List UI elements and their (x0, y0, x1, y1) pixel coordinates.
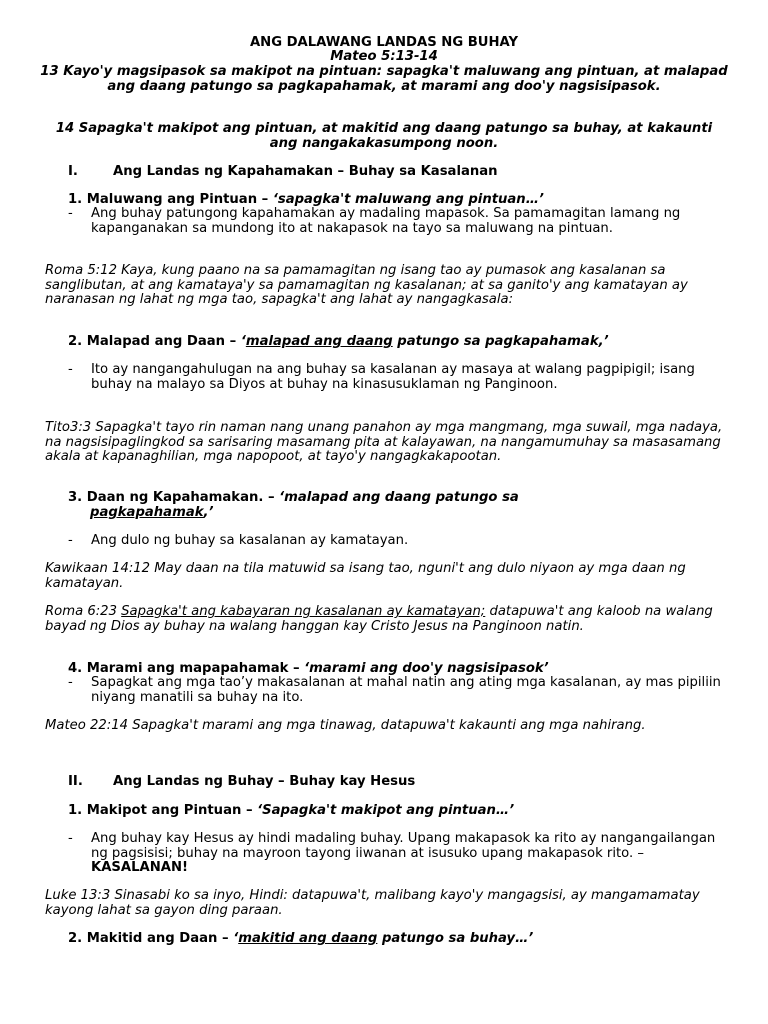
bullet-dash: - (68, 362, 73, 377)
bullet-text: Ito ay nangangahulugan na ang buhay sa kasalanan ay masaya at walang pagpipigil; isang buhay na malayo sa Diyos at buhay na kinasusuklaman ng Panginoon. (91, 362, 695, 392)
item-lead: 1. Makipot ang Pintuan – (68, 803, 258, 818)
item-quote: ‘sapagka't maluwang ang pintuan…’ (272, 192, 544, 207)
item-quote-underlined: makitid ang daang (238, 931, 378, 946)
bullet-text: Ang buhay patungong kapahamakan ay madaling mapasok. Sa pamamagitan lamang ng kapanganakan sa mundong ito at nakapasok na tayo sa maluwang na pintuan. (91, 206, 681, 236)
verse-underlined: Sapagka't ang kabayaran ng kasalanan ay kamatayan; (121, 604, 486, 619)
item-lead: 1. Maluwang ang Pintuan – (68, 192, 273, 207)
section-number: I. (68, 164, 78, 179)
bullet-item (68, 363, 728, 392)
item-quote-end: ,’ (203, 504, 214, 520)
section-title: Ang Landas ng Buhay – Buhay kay Hesus (113, 774, 416, 789)
section-heading-1 (68, 165, 498, 180)
bullet-text: Ang dulo ng buhay sa kasalanan ay kamatayan. (91, 533, 409, 548)
bullet-item (68, 832, 728, 876)
item-heading-6 (68, 932, 728, 947)
bullet-dash: - (68, 675, 73, 690)
bullet-dash: - (68, 533, 73, 548)
verse-luke-13-3: Luke 13:3 Sinasabi ko sa inyo, Hindi: datapuwa't, malibang kayo'y mangagsisi, ay mangamamatay kayong lahat sa gayon ding paraan. (45, 888, 700, 918)
page-title: ANG DALAWANG LANDAS NG BUHAY (249, 35, 519, 50)
verse-tito-3-3: Tito3:3 Sapagka't tayo rin naman nang unang panahon ay mga mangmang, mga suwail, mga nadaya, na nagsisipaglingkod sa sarisaring masamang pita at kalayawan, na nangamumuhay sa masasamang akala at kapanaghilian, mga napopoot, at tayo'y nangagkakapootan. (45, 420, 723, 465)
item-lead: 2. Makitid ang Daan – (68, 931, 234, 946)
verse-roma-6-23 (45, 605, 725, 634)
item-lead: 2. Malapad ang Daan – (68, 334, 241, 349)
verse-kawikaan-14-12: Kawikaan 14:12 May daan na tila matuwid sa isang tao, nguni't ang dulo niyaon ay mga daan ng kamatayan. (45, 561, 686, 591)
item-quote-underlined: malapad ang daang (245, 334, 393, 349)
verse-rest: datapuwa't ang kaloob na walang bayad ng Dios ay buhay na walang hanggan kay Cristo Jesus na Panginoon natin. (45, 604, 713, 634)
item-quote-open: ‘ (240, 334, 246, 349)
item-lead: 3. Daan ng Kapahamakan. – (68, 490, 280, 505)
item-heading-2 (68, 335, 728, 350)
bullet-dash: - (68, 831, 73, 846)
item-quote-rest: patungo sa buhay…’ (377, 931, 534, 946)
bullet-item (68, 534, 728, 549)
bullet-emphasis: KASALANAN! (91, 860, 189, 876)
item-heading-5 (68, 804, 728, 819)
scripture-reference: Mateo 5:13-14 (330, 49, 438, 64)
verse-mateo-22-14: Mateo 22:14 Sapagka't marami ang mga tinawag, datapuwa't kakaunti ang mga nahirang. (45, 718, 646, 733)
section-title: Ang Landas ng Kapahamakan – Buhay sa Kasalanan (113, 164, 498, 179)
item-lead: 4. Marami ang mapapahamak – (68, 661, 305, 676)
verse-14: 14 Sapagka't makipot ang pintuan, at makitid ang daang patungo sa buhay, at kakaunti ang nangakakasumpong noon. (55, 121, 713, 151)
item-quote: ‘Sapagka't makipot ang pintuan…’ (257, 803, 515, 818)
item-heading-3 (68, 491, 728, 520)
item-quote-rest: patungo sa pagkapahamak,’ (392, 334, 609, 349)
verse-13: 13 Kayo'y magsipasok sa makipot na pintuan: sapagka't maluwang ang pintuan, at malapad ang daang patungo sa pagkapahamak, at marami ang doo'y nagsisipasok. (40, 64, 728, 94)
bullet-text: Ang buhay kay Hesus ay hindi madaling buhay. Upang makapasok ka rito ay nangangailangan ng pagsisisi; buhay na mayroon tayong iiwanan at isusuko upang makapasok rito. – (91, 831, 716, 861)
section-heading-2 (68, 775, 415, 790)
item-quote: ‘marami ang doo'y nagsisipasok’ (304, 661, 549, 676)
bullet-dash: - (68, 206, 73, 221)
verse-ref: Roma 6:23 (45, 604, 122, 619)
verse-roma-5-12: Roma 5:12 Kaya, kung paano na sa pamamagitan ng isang tao ay pumasok ang kasalanan sa sanglibutan, at ang kamataya'y sa pamamagitan ng kasalanan; at sa ganito'y ang kamatayan ay naranasan ng lahat ng mga tao, sapagka't ang lahat ay nangagkasala: (45, 263, 688, 308)
bullet-item (68, 676, 728, 705)
section-number: II. (68, 774, 83, 789)
item-quote: ‘malapad ang daang patungo sa (279, 490, 519, 505)
item-quote-underlined: pagkapahamak (90, 504, 204, 520)
bullet-text: Sapagkat ang mga tao’y makasalanan at mahal natin ang ating mga kasalanan, ay mas pipiliin niyang manatili sa buhay na ito. (91, 675, 721, 705)
bullet-item (68, 207, 728, 236)
item-quote-open: ‘ (233, 931, 239, 946)
